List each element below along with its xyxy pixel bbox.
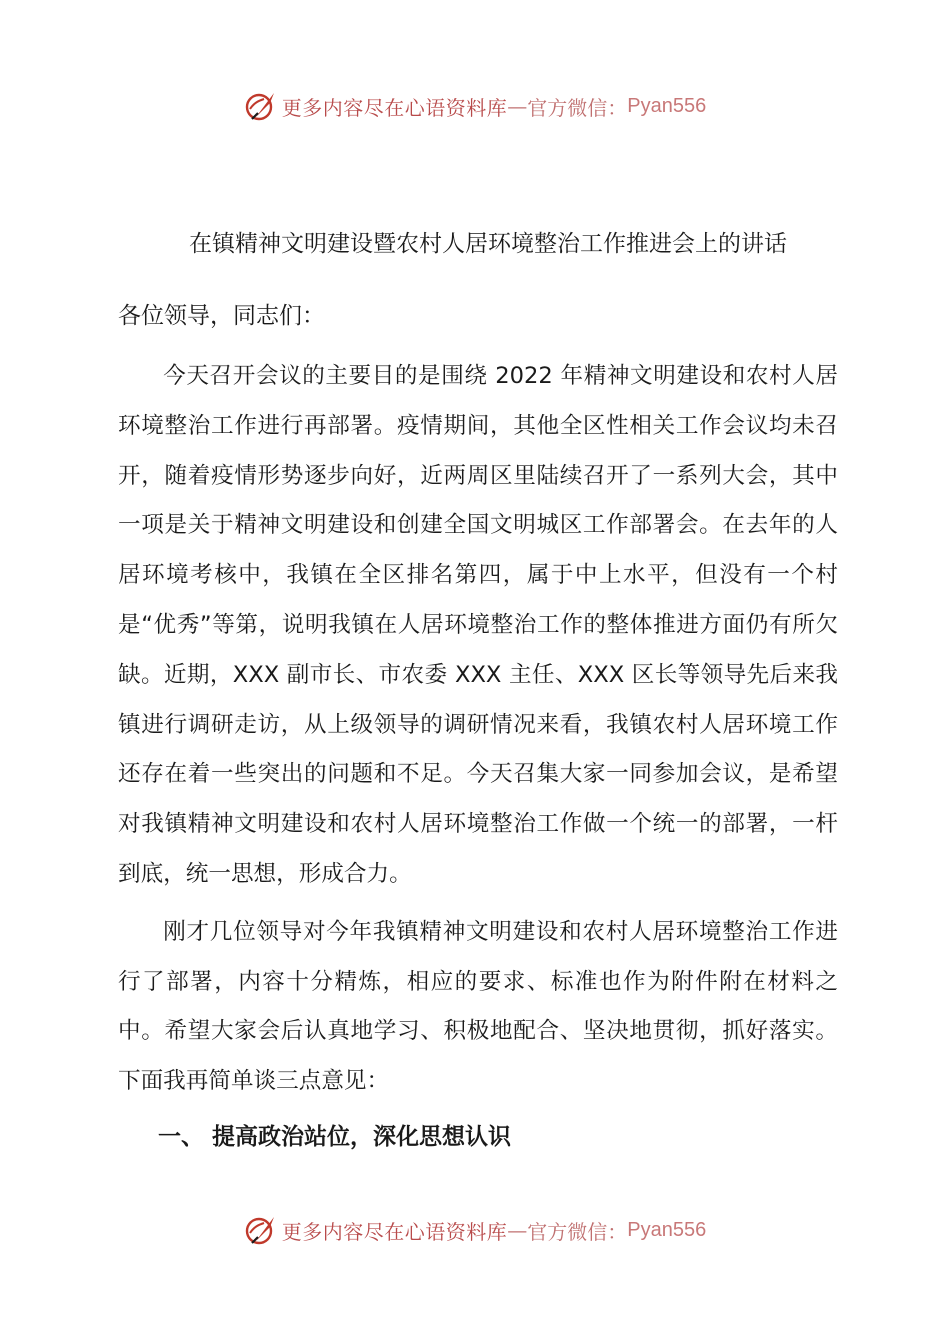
- watermark-id: Pyan556: [627, 94, 707, 117]
- document-body: [118, 222, 838, 1159]
- paragraph-2: 刚才几位领导对今年我镇精神文明建设和农村人居环境整治工作进行了部署，内容十分精炼，相应的要求、标准也作为附件附在材料之中。希望大家会后认真地学习、积极地配合、坚决地贯彻，抓好落实。下面我再简单谈三点意见：: [118, 918, 838, 1095]
- watermark-text: 更多内容尽在心语资料库: [281, 1219, 508, 1244]
- document-title: 在镇精神文明建设暨农村人居环境整治工作推进会上的讲话: [189, 231, 787, 257]
- paragraph-1: 今天召开会议的主要目的是围绕 2022 年精神文明建设和农村人居环境整治工作进行再部署。疫情期间，其他全区性相关工作会议均未召开，随着疫情形势逐步向好，近两周区里陆续召开了一系列大会，其中一项是关于精神文明建设和创建全国文明城区工作部署会。在去年的人居环境考核中，我镇在全区排名第四，属于中上水平，但没有一个村是“优秀”等第，说明我镇在人居环境整治工作的整体推进方面仍有所欠缺。近期，XXX 副市长、市农委 XXX 主任、XXX 区长等领导先后来我镇进行调研走访，从上级领导的调研情况来看，我镇农村人居环境工作还存在着一些突出的问题和不足。今天召集大家一同参加会议，是希望对我镇精神文明建设和农村人居环境整治工作做一个统一的部署，一杆到底，统一思想，形成合力。: [118, 363, 838, 887]
- quill-pen-icon: [244, 1213, 278, 1247]
- quill-pen-icon: [244, 89, 278, 123]
- watermark-dash: —: [507, 94, 528, 118]
- salutation: 各位领导，同志们：: [118, 303, 325, 329]
- section-heading-1: 一、 提高政治站位，深化思想认识: [158, 1123, 512, 1150]
- watermark-id: Pyan556: [627, 1218, 707, 1241]
- watermark-label: 官方微信：: [527, 95, 628, 120]
- watermark-dash: —: [507, 1218, 528, 1242]
- watermark-banner-bottom: [0, 1208, 950, 1252]
- watermark-label: 官方微信：: [527, 1219, 628, 1244]
- watermark-banner-top: [0, 84, 950, 128]
- watermark-text: 更多内容尽在心语资料库: [281, 95, 508, 120]
